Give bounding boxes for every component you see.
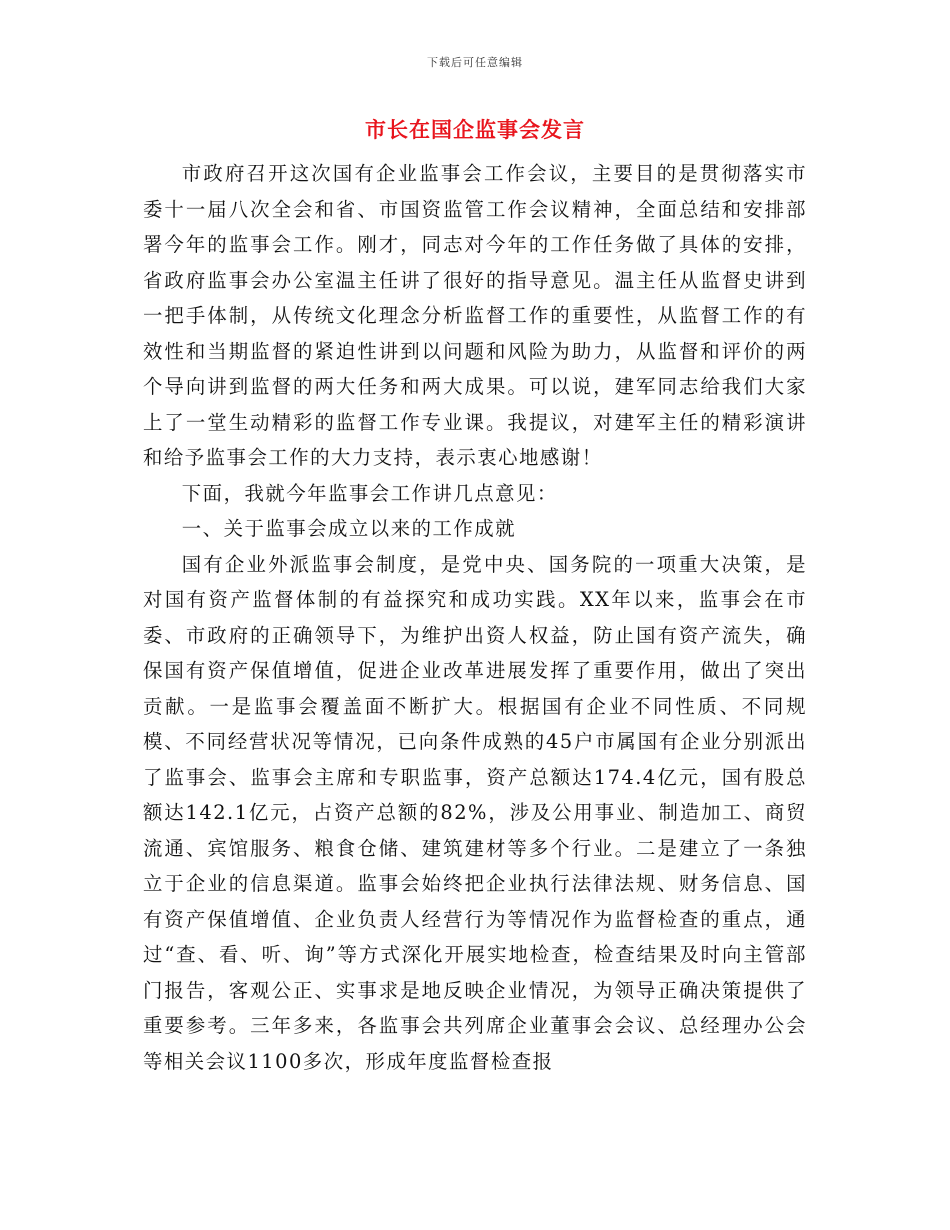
document-title: 市长在国企监事会发言	[365, 117, 585, 142]
header-note: 下载后可任意编辑	[427, 56, 523, 69]
paragraph-intro: 市政府召开这次国有企业监事会工作会议，主要目的是贯彻落实市委十一届八次全会和省、市国资监管工作会议精神，全面总结和安排部署今年的监事会工作。刚才，同志对今年的工作任务做了具体的安排，省政府监事会办公室温主任讲了很好的指导意见。温主任从监督史讲到一把手体制，从传统文化理念分析监督工作的重要性，从监督工作的有效性和当期监督的紧迫性讲到以问题和风险为助力，从监督和评价的两个导向讲到监督的两大任务和两大成果。可以说，建军同志给我们大家上了一堂生动精彩的监督工作专业课。我提议，对建军主任的精彩演讲和给予监事会工作的大力支持，表示衷心地感谢！	[143, 162, 807, 469]
paragraph-transition: 下面，我就今年监事会工作讲几点意见：	[181, 481, 558, 505]
document-body	[143, 156, 807, 1079]
section-heading: 一、关于监事会成立以来的工作成就	[181, 517, 517, 540]
paragraph-achievements: 国有企业外派监事会制度，是党中央、国务院的一项重大决策，是对国有资产监督体制的有益探究和成功实践。XX年以来，监事会在市委、市政府的正确领导下，为维护出资人权益，防止国有资产流失，确保国有资产保值增值，促进企业改革进展发挥了重要作用，做出了突出贡献。一是监事会覆盖面不断扩大。根据国有企业不同性质、不同规模、不同经营状况等情况，已向条件成熟的45户市属国有企业分别派出了监事会、监事会主席和专职监事，资产总额达174.4亿元，国有股总额达142.1亿元，占资产总额的82%，涉及公用事业、制造加工、商贸流通、宾馆服务、粮食仓储、建筑建材等多个行业。二是建立了一条独立于企业的信息渠道。监事会始终把企业执行法律法规、财务信息、国有资产保值增值、企业负责人经营行为等情况作为监督检查的重点，通过“查、看、听、询”等方式深化开展实地检查，检查结果及时向主管部门报告，客观公正、实事求是地反映企业情况，为领导正确决策提供了重要参考。三年多来，各监事会共列席企业董事会会议、总经理办公会等相关会议1100多次，形成年度监督检查报	[143, 552, 807, 1073]
